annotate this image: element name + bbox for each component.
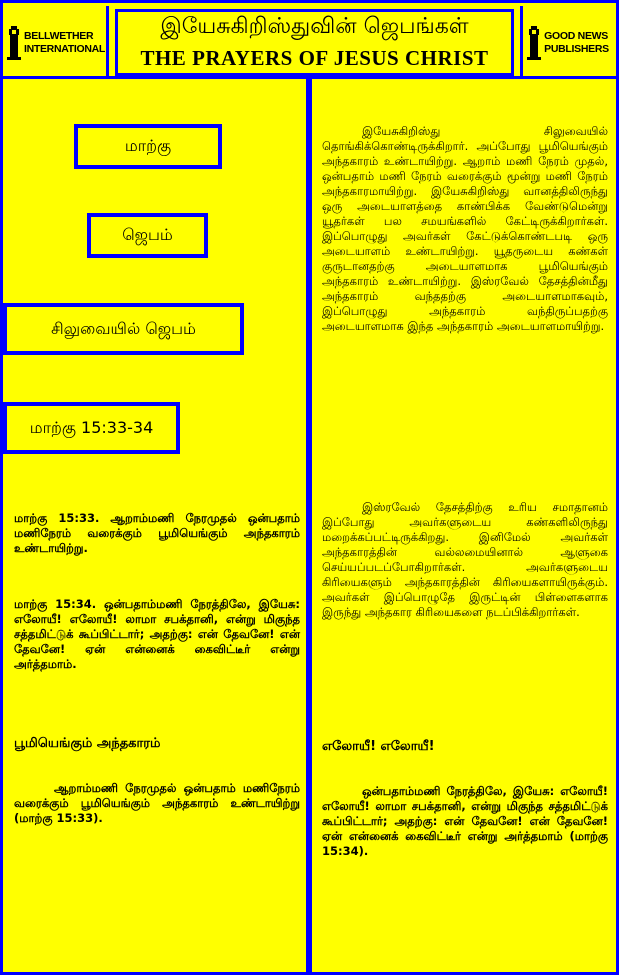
right-paragraph-3: ஒன்பதாம்மணி நேரத்திலே, இயேசு: எலோயீ! எலோயீ! லாமா சபக்தானி, என்று மிகுந்த சத்தமிட்டுக் கூப்பிட்டார்; அதற்கு: என் தேவனே! என் தேவனே! ஏன் என்னைக் கைவிட்டீர் என்று அர்த்தமாம் (மாற்கு 15:34). <box>322 784 608 858</box>
logo-line-2: PUBLISHERS <box>544 42 609 55</box>
bible-icon <box>527 26 541 60</box>
right-column <box>309 79 616 972</box>
bellwether-logo <box>6 6 109 79</box>
section-heading-eloi: எலோயீ! எலோயீ! <box>322 739 435 754</box>
left-column <box>3 79 309 972</box>
right-paragraph-2: இஸ்ரவேல் தேசத்திற்கு உரிய சமாதானம் இப்போது அவர்களுடைய கண்களிலிருந்து மறைக்கப்பட்டிருக்கிறது. இனிமேல் அவர்கள் அந்தகாரத்தின் வல்லமையினால் ஆளுகை செய்யப்படப்போகிறார்கள். அவர்களுடைய கிரியைகளும் அந்தகாரத்தின் கிரியைகளாயிருக்கும். அவர்கள் இப்பொழுதே இருட்டின் பிள்ளைகளாக இருந்து அந்தகார கிரியைகளை நடப்பிக்கிறார்கள். <box>322 500 608 619</box>
good-news-logo <box>520 6 613 79</box>
left-paragraph: ஆறாம்மணி நேரமுதல் ஒன்பதாம் மணிநேரம் வரைக்கும் பூமியெங்கும் அந்தகாரம் உண்டாயிற்று (மாற்கு 15:33). <box>14 781 300 825</box>
tamil-title: இயேசுகிறிஸ்துவின் ஜெபங்கள் <box>160 14 469 39</box>
title-block <box>109 6 520 79</box>
tag-reference: மாற்கு 15:33-34 <box>3 402 180 454</box>
section-heading-darkness: பூமியெங்கும் அந்தகாரம் <box>14 736 161 751</box>
tag-prayer: ஜெபம் <box>87 213 208 258</box>
right-paragraph-1: இயேசுகிறிஸ்து சிலுவையில் தொங்கிக்கொண்டிருக்கிறார். அப்போது பூமியெங்கும் அந்தகாரம் உண்டாயிற்று. ஆறாம் மணி நேரம் முதல், ஒன்பதாம் மணி நேரம் வரைக்கும் மூன்று மணி நேரம் அந்தகாரமாயிற்று. இயேசுகிறிஸ்து வானத்திலிருந்து ஒரு அடையாளத்தை காண்பிக்க வேண்டுமென்று யூதர்கள் பல சமயங்களில் கேட்டிருக்கிறார்கள். இப்பொழுது அவர்கள் கேட்டுக்கொண்டபடி ஒரு அடையாளம் உண்டாயிற்று. யூதருடைய கண்கள் குருடானதற்கு அடையாளமாக பூமியெங்கும் அந்தகாரம் உண்டாயிற்று. இஸ்ரவேல் தேசத்தின்மீது அந்தகாரம் வந்ததற்கு அடையாளமாகவும், இப்பொழுது அந்தகாரம் வந்திருப்பதற்கு அடையாளமாக இந்த அந்தகாரம் அடையாளமாயிற்று. <box>322 124 608 333</box>
tag-cross-prayer: சிலுவையில் ஜெபம் <box>3 303 244 355</box>
english-title: THE PRAYERS OF JESUS CHRIST <box>140 46 489 70</box>
logo-line-1: BELLWETHER <box>23 29 94 42</box>
verse-15-33: மாற்கு 15:33. ஆறாம்மணி நேரமுதல் ஒன்பதாம் மணிநேரம் வரைக்கும் பூமியெங்கும் அந்தகாரம் உண்டாயிற்று. <box>14 511 300 555</box>
tag-book: மாற்கு <box>74 124 222 169</box>
verse-15-34: மாற்கு 15:34. ஒன்பதாம்மணி நேரத்திலே, இயேசு: எலோயீ! எலோயீ! லாமா சபக்தானி, என்று மிகுந்த சத்தமிட்டுக் கூப்பிட்டார்; அதற்கு: என் தேவனே! என் தேவனே! ஏன் என்னைக் கைவிட்டீர் என்று அர்த்தமாம். <box>14 597 300 671</box>
logo-line-1: GOOD NEWS <box>544 29 608 42</box>
page-header <box>0 0 619 79</box>
logo-line-2: INTERNATIONAL <box>23 42 106 55</box>
bible-icon <box>7 26 21 60</box>
